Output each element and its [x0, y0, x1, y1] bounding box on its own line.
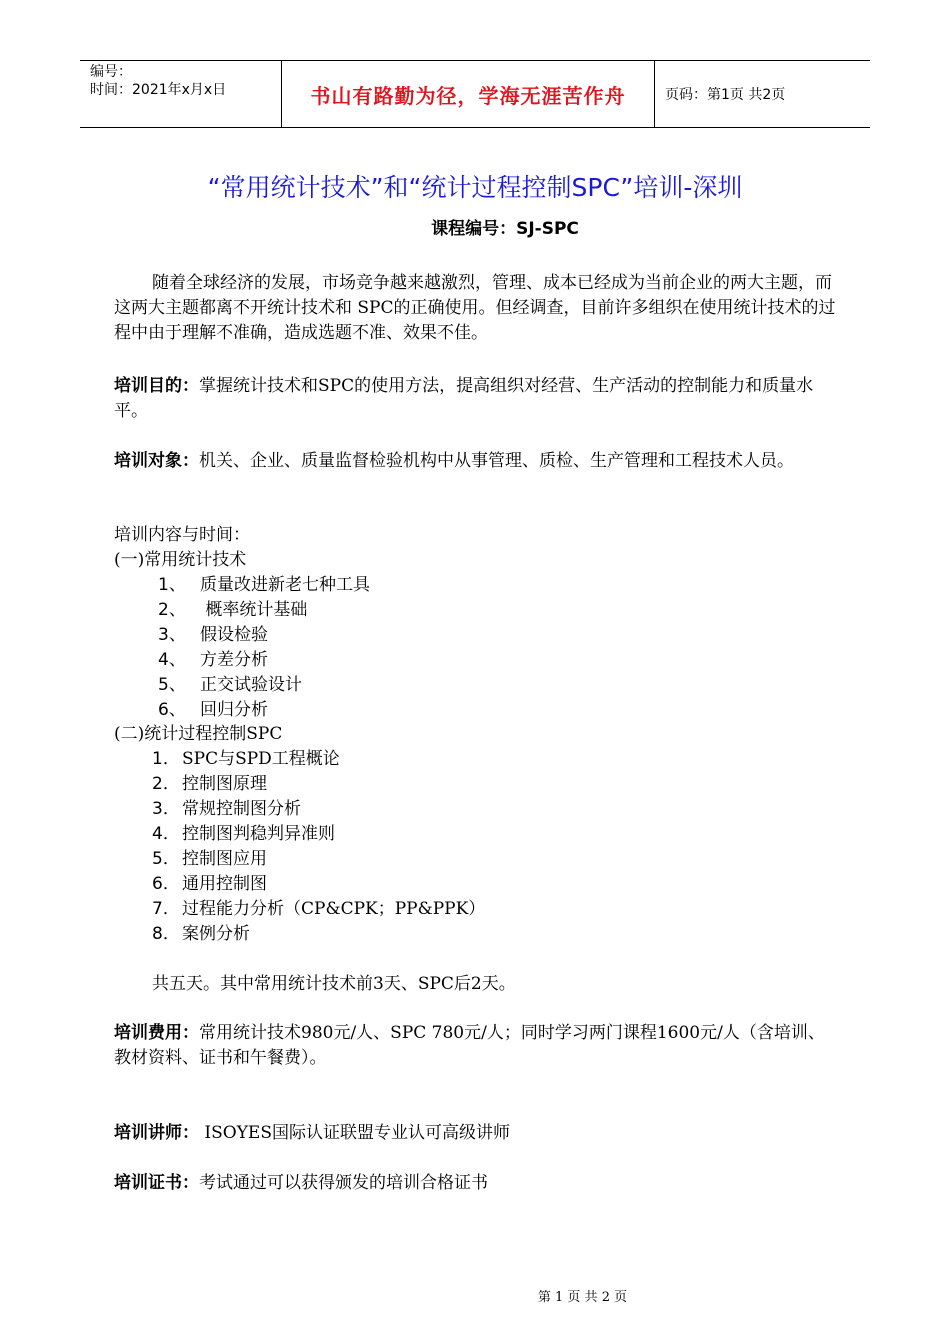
item-text: SPC与SPD工程概论 [182, 749, 340, 769]
item-number: 2、 [158, 600, 186, 620]
intro-paragraph: 随着全球经济的发展，市场竞争越来越激烈，管理、成本已经成为当前企业的两大主题，而这两大主题都离不开统计技术和 SPC的正确使用。但经调查，目前许多组织在使用统计技术的过程中由于理解不准确，造成选题不准、效果不佳。 [114, 273, 836, 343]
purpose-paragraph [114, 374, 840, 424]
list-item [152, 872, 267, 897]
header-motto: 书山有路勤为径，学海无涯苦作舟 [282, 61, 655, 127]
header-page-info: 页码：第1页 共2页 [665, 87, 786, 103]
item-number: 7． [152, 899, 180, 919]
list-item [152, 797, 301, 822]
item-number: 1． [152, 749, 180, 769]
list-item [158, 598, 307, 623]
list-item [152, 747, 340, 772]
list-item [152, 772, 267, 797]
item-text: 通用控制图 [182, 874, 267, 894]
list-item [158, 673, 302, 698]
list-item [158, 623, 268, 648]
course-code-text: 课程编号：SJ-SPC [431, 219, 579, 239]
item-text: 方差分析 [200, 650, 268, 670]
item-number: 8． [152, 924, 180, 944]
item-number: 3． [152, 799, 180, 819]
number-label: 编号： [90, 64, 132, 80]
item-text: 回归分析 [200, 700, 268, 720]
item-text: 假设检验 [200, 625, 268, 645]
item-number: 6． [152, 874, 180, 894]
item-text: 控制图判稳判异准则 [182, 824, 335, 844]
item-number: 2． [152, 774, 180, 794]
purpose-label: 培训目的： [114, 376, 199, 396]
item-number: 1、 [158, 575, 186, 595]
course-code [0, 214, 950, 239]
audience-text: 机关、企业、质量监督检验机构中从事管理、质检、生产管理和工程技术人员。 [199, 451, 794, 471]
item-text: 正交试验设计 [200, 675, 302, 695]
fee-label: 培训费用： [114, 1023, 199, 1043]
item-number: 4． [152, 824, 180, 844]
audience-label: 培训对象： [114, 451, 199, 471]
section2-title: (二)统计过程控制SPC [114, 724, 283, 744]
item-text: 过程能力分析（CP&CPK；PP&PPK） [182, 899, 486, 919]
item-number: 5． [152, 849, 180, 869]
list-item [158, 648, 268, 673]
list-item [158, 573, 370, 598]
list-item [152, 922, 250, 947]
lecturer-paragraph [114, 1121, 840, 1146]
fee-text: 常用统计技术980元/人、SPC 780元/人；同时学习两门课程1600元/人（含培训、教材资料、证书和午餐费）。 [114, 1023, 825, 1068]
item-text: 案例分析 [182, 924, 250, 944]
item-number: 4、 [158, 650, 186, 670]
section1-title: (一)常用统计技术 [114, 550, 247, 570]
item-text: 控制图原理 [182, 774, 267, 794]
certificate-text: 考试通过可以获得颁发的培训合格证书 [199, 1173, 488, 1193]
item-number: 3、 [158, 625, 186, 645]
date-line: 时间：2021年x月x日 [90, 82, 227, 98]
list-item [152, 822, 335, 847]
content-label: 培训内容与时间： [114, 525, 250, 545]
item-text: 控制图应用 [182, 849, 267, 869]
list-item [152, 897, 485, 922]
document-title: “常用统计技术”和“统计过程控制SPC”培训-深圳 [207, 173, 743, 202]
certificate-paragraph [114, 1171, 840, 1196]
duration-text: 共五天。其中常用统计技术前3天、SPC后2天。 [152, 974, 516, 994]
lecturer-text: ISOYES国际认证联盟专业认可高级讲师 [199, 1123, 510, 1143]
item-number: 5、 [158, 675, 186, 695]
item-number: 6、 [158, 700, 186, 720]
page-footer: 第 1 页 共 2 页 [537, 1290, 628, 1305]
fee-paragraph [114, 1021, 840, 1071]
item-text: 质量改进新老七种工具 [200, 575, 370, 595]
item-text: 概率统计基础 [200, 600, 308, 620]
purpose-text: 掌握统计技术和SPC的使用方法，提高组织对经营、生产活动的控制能力和质量水平。 [114, 376, 814, 421]
header-meta [80, 61, 282, 127]
list-item [152, 847, 267, 872]
list-item [158, 698, 268, 723]
certificate-label: 培训证书： [114, 1173, 199, 1193]
document-header [80, 60, 870, 128]
audience-paragraph [114, 449, 840, 474]
lecturer-label: 培训讲师： [114, 1123, 199, 1143]
item-text: 常规控制图分析 [182, 799, 301, 819]
